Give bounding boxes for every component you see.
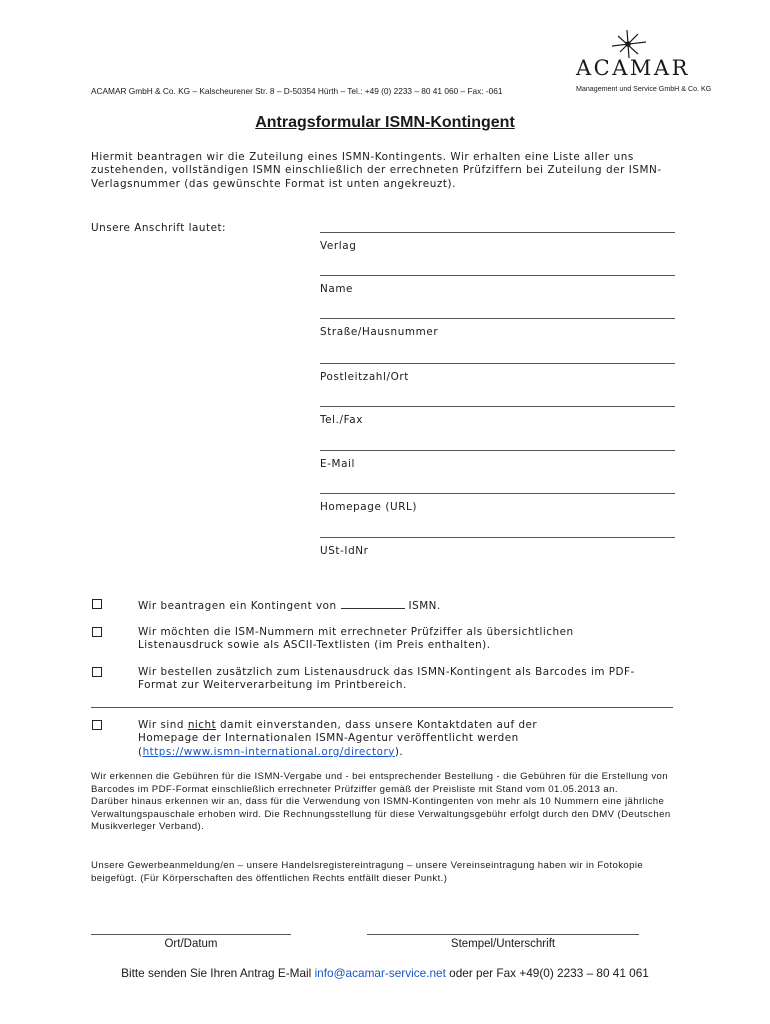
contact-email-link[interactable]: info@acamar-service.net — [314, 966, 446, 980]
option-contingent-checkbox[interactable] — [92, 599, 102, 609]
registration-text: Unsere Gewerbeanmeldung/en – unsere Handelsregistereintragung – unsere Vereinseintragung haben wir in Fotokopie beigefügt. (Für Körperschaften des öffentlichen Rechts entfällt dieser Punkt.) — [91, 860, 644, 884]
field-email-input[interactable] — [320, 450, 675, 451]
field-postal-city-label: Postleitzahl/Ort — [320, 371, 409, 383]
fees-paragraph-2: Darüber hinaus erkennen wir an, dass für die Verwendung von ISMN-Kontingenten von mehr als 10 Nummern eine jährliche Verwaltungspauschale erhoben wird. Die Rechnungsstellung für diese Verwaltungsgebühr erfolgt durch den DMV (Deutschen Musikverleger Verband). — [91, 796, 671, 833]
field-street-input[interactable] — [320, 318, 675, 319]
option-no-publish-mid: damit einverstanden, dass unsere Kontaktdaten auf der Homepage der Internationalen ISMN-Agentur veröffentlicht werden ( — [138, 719, 538, 758]
option-no-publish-pre: Wir sind — [138, 719, 184, 731]
footer-post: oder per Fax +49(0) 2233 – 80 41 061 — [449, 966, 649, 980]
field-phone-fax-label: Tel./Fax — [320, 414, 364, 426]
field-vat-id-label: USt-IdNr — [320, 545, 369, 557]
contingent-amount-input[interactable] — [341, 598, 405, 609]
field-verlag-input[interactable] — [320, 232, 675, 233]
stamp-signature-label: Stempel/Unterschrift — [450, 938, 556, 950]
option-contingent-pre: Wir beantragen ein Kontingent von — [138, 600, 337, 612]
option-barcodes-checkbox[interactable] — [92, 667, 102, 677]
option-no-publish-text — [138, 719, 598, 759]
option-no-publish-checkbox[interactable] — [92, 720, 102, 730]
stamp-signature-input[interactable] — [367, 934, 639, 935]
option-barcodes-text: Wir bestellen zusätzlich zum Listenausdruck das ISMN-Kontingent als Barcodes im PDF-Format zur Weiterverarbeitung im Printbereich. — [138, 666, 635, 692]
field-verlag-label: Verlag — [320, 240, 357, 252]
option-contingent-text — [138, 598, 658, 613]
field-phone-fax-input[interactable] — [320, 406, 675, 407]
form-title: Antragsformular ISMN-Kontingent — [255, 114, 515, 131]
header-address: ACAMAR GmbH & Co. KG – Kalscheurener Str. 8 – D-50354 Hürth – Tel.: +49 (0) 2233 – 80 41 060 – Fax: -061 — [91, 86, 503, 96]
field-name-label: Name — [320, 283, 354, 295]
field-vat-id-input[interactable] — [320, 537, 675, 538]
footer-text — [0, 966, 770, 980]
address-label: Unsere Anschrift lautet: — [91, 222, 227, 234]
option-no-publish-post: ). — [394, 745, 404, 758]
option-contingent-post: ISMN. — [408, 600, 441, 612]
field-postal-city-input[interactable] — [320, 363, 675, 364]
field-homepage-label: Homepage (URL) — [320, 501, 418, 513]
intro-text: Hiermit beantragen wir die Zuteilung eines ISMN-Kontingents. Wir erhalten eine Liste aller uns zustehenden, vollständigen ISMN einschließlich der errechneten Prüfziffern bei Zuteilung der ISMN-Verlagsnummer (das gewünschte Format ist unten angekreuzt). — [91, 151, 662, 190]
option-list-printout-text: Wir möchten die ISM-Nummern mit errechneter Prüfziffer als übersichtlichen Listenausdruck sowie als ASCII-Textlisten (im Preis enthalten). — [138, 626, 574, 652]
fees-paragraph-1: Wir erkennen die Gebühren für die ISMN-Vergabe und - bei entsprechender Bestellung - die Gebühren für die Erstellung von Barcodes im PDF-Format einschließlich errechneter Prüfziffer gemäß der Preisliste mit Stand vom 01.05.2013 an. — [91, 771, 669, 795]
fees-text — [91, 771, 691, 834]
ismn-directory-link[interactable]: https://www.ismn-international.org/directory — [142, 745, 395, 758]
option-no-publish-nicht: nicht — [187, 719, 217, 731]
place-date-label: Ort/Datum — [164, 938, 218, 950]
logo-subtitle: Management und Service GmbH & Co. KG — [576, 85, 712, 93]
place-date-input[interactable] — [91, 934, 291, 935]
field-street-label: Straße/Hausnummer — [320, 326, 439, 338]
field-name-input[interactable] — [320, 275, 675, 276]
field-homepage-input[interactable] — [320, 493, 675, 494]
field-email-label: E-Mail — [320, 458, 356, 470]
separator-line — [91, 707, 673, 708]
option-list-printout-checkbox[interactable] — [92, 627, 102, 637]
logo-wordmark: ACAMAR — [576, 56, 690, 80]
footer-pre: Bitte senden Sie Ihren Antrag E-Mail — [121, 966, 312, 980]
